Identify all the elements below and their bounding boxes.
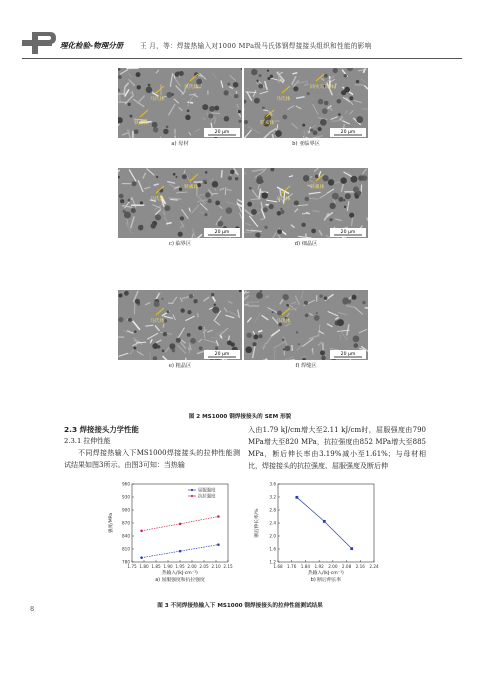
sem-panel (118, 68, 242, 138)
figure-2-caption: 图 2 MS1000 钢焊接接头的 SEM 形貌 (188, 414, 292, 420)
y-tick-label: 3.2 (269, 494, 276, 500)
subsection-title: 2.3.1 拉伸性能 (64, 437, 111, 445)
legend-label: 抗拉强度 (198, 494, 216, 500)
series-line (297, 497, 352, 548)
chart-subtitle: b) 断后伸长率 (310, 578, 342, 583)
scale-bar-label: 20 μm (214, 230, 230, 235)
x-tick-label: 2.05 (199, 564, 209, 569)
sem-panel (244, 290, 368, 360)
page-number: 8 (30, 605, 35, 613)
y-tick-label: 810 (122, 546, 130, 552)
right-paragraph: 入由1.79 kJ/cm增大至2.11 kJ/cm时，屈服强度由790 MPa增大至820 MPa，抗拉强度由852 MPa增大至885 MPa，断后伸长率由3.19%减小至1.61%；与母材相比，焊接接头的抗拉强度、屈服强度及断后伸 (248, 426, 426, 470)
y-tick-label: 2.4 (269, 520, 276, 526)
y-tick-label: 870 (122, 520, 130, 526)
sem-panel (244, 68, 368, 138)
y-tick-label: 930 (122, 494, 130, 500)
data-point (323, 520, 326, 523)
chart-subtitle: a) 屈服强度和抗拉强度 (155, 578, 205, 583)
sem-panel-label: c) 临界区 (168, 241, 192, 247)
sem-panel-label: f) 焊缝区 (295, 363, 317, 369)
data-point (179, 523, 182, 526)
x-tick-label: 1.95 (175, 564, 185, 569)
data-point (350, 547, 353, 550)
data-point (140, 556, 143, 559)
sem-panel (244, 168, 368, 238)
x-tick-label: 1.75 (127, 564, 137, 569)
x-tick-label: 1.85 (151, 564, 161, 569)
y-tick-label: 3.6 (269, 481, 276, 487)
running-title: 王 月，等：焊接热输入对1000 MPa级马氏体钢焊接接头组织和性能的影响 (140, 42, 372, 50)
section-title: 2.3 焊接接头力学性能 (64, 425, 139, 434)
data-point (140, 530, 143, 533)
scale-bar-label: 20 μm (340, 130, 356, 135)
y-tick-label: 900 (122, 507, 130, 513)
phase-annotation: 铁素体 (260, 121, 275, 126)
y-tick-label: 1.6 (269, 546, 276, 552)
x-tick-label: 1.68 (273, 564, 283, 569)
phase-annotation: 铁素体 (310, 185, 325, 190)
x-tick-label: 2.16 (355, 564, 365, 569)
phase-annotation: 铁素体 (184, 185, 199, 190)
data-point (217, 515, 220, 518)
scale-bar-label: 20 μm (340, 230, 356, 235)
scale-bar-label: 20 μm (340, 352, 356, 357)
x-tick-label: 2.00 (328, 564, 338, 569)
phase-annotation: 铁素体 (134, 121, 149, 126)
x-tick-label: 1.92 (314, 564, 324, 569)
phase-annotation: 马氏体 (276, 319, 291, 324)
left-paragraph: 不同焊接热输入下MS1000焊接接头的拉伸性能测试结果如图3所示。由图3可知：当热输 (64, 449, 240, 469)
legend-label: 屈服强度 (198, 488, 216, 494)
journal-name: 理化检验-物理分册 (60, 41, 124, 50)
phase-annotation: 贝氏体 (184, 85, 199, 90)
data-point (295, 496, 298, 499)
x-axis-label: 热输入/(kJ·cm⁻¹) (162, 571, 198, 576)
journal-logo (22, 32, 56, 54)
data-point (217, 543, 220, 546)
phase-annotation: 马氏体 (150, 197, 165, 202)
y-axis-label: 断后伸长率/% (255, 508, 260, 538)
x-tick-label: 2.08 (341, 564, 352, 569)
figure-3-caption: 图 3 不同焊接热输入下 MS1000 钢焊接接头的拉伸性能测试结果 (157, 603, 323, 609)
phase-annotation: 回火马氏体 (310, 85, 334, 90)
sem-panel (118, 290, 242, 360)
sem-panel-label: a) 母材 (171, 141, 189, 147)
x-tick-label: 2.24 (369, 564, 379, 569)
x-axis-label: 热输入/(kJ·cm⁻¹) (308, 571, 344, 576)
x-tick-label: 1.90 (163, 564, 173, 569)
phase-annotation: 马氏体 (150, 319, 165, 324)
sem-panel-label: e) 粗晶区 (168, 363, 192, 369)
x-tick-label: 2.00 (187, 564, 197, 569)
scale-bar-label: 20 μm (214, 130, 230, 135)
y-tick-label: 960 (122, 481, 130, 487)
y-tick-label: 2.8 (269, 507, 276, 513)
page-header (22, 32, 462, 56)
y-tick-label: 2.0 (269, 533, 276, 539)
phase-annotation: 马氏体 (150, 97, 165, 102)
y-axis-label: 强度/MPa (109, 512, 114, 534)
sem-panel (118, 168, 242, 238)
chart-elongation (248, 478, 384, 588)
x-tick-label: 1.80 (139, 564, 149, 569)
phase-annotation: 马氏体 (276, 197, 291, 202)
sem-panel-label: b) 亚临界区 (292, 141, 320, 147)
scale-bar-label: 20 μm (214, 352, 230, 357)
x-tick-label: 2.10 (211, 564, 221, 569)
chart-strength (102, 478, 238, 588)
header-rule (22, 58, 462, 59)
sem-panel-label: d) 细晶区 (294, 241, 318, 247)
left-column (64, 424, 240, 471)
y-tick-label: 840 (122, 533, 130, 539)
x-tick-label: 2.15 (223, 564, 233, 569)
phase-annotation: 马氏体 (276, 97, 291, 102)
x-tick-label: 1.76 (287, 564, 297, 569)
y-tick-label: 780 (122, 559, 130, 565)
data-point (179, 550, 182, 553)
y-tick-label: 1.2 (269, 559, 276, 565)
x-tick-label: 1.84 (300, 564, 311, 569)
